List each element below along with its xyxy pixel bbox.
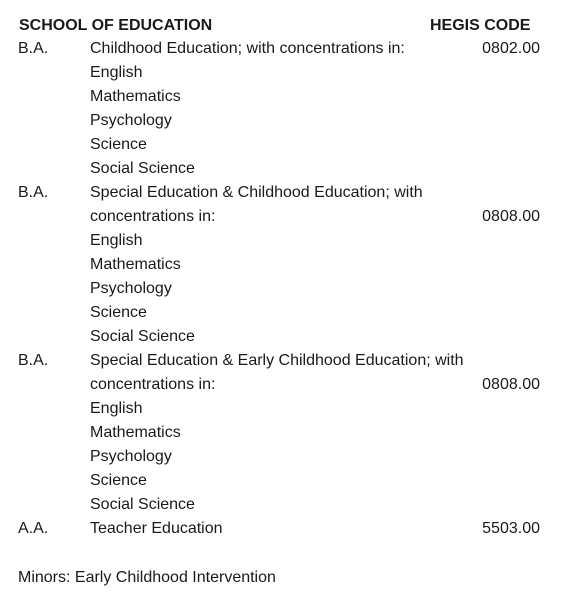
concentration-item [0,445,586,469]
concentration-item [0,325,586,349]
program-line [0,37,586,61]
concentration-label: English [90,232,143,249]
concentration-label: Science [90,472,147,489]
concentration-label: Psychology [90,112,172,129]
concentration-label: Science [90,136,147,153]
concentration-item [0,229,586,253]
program-entry [0,349,586,517]
concentration-label: Mathematics [90,88,181,105]
concentration-item [0,277,586,301]
concentration-label: Mathematics [90,424,181,441]
program-line [0,181,586,205]
degree-label: A.A. [18,520,49,537]
concentration-item [0,109,586,133]
table-header [19,15,539,37]
hegis-code: 0802.00 [482,40,540,57]
program-name: concentrations in: [90,376,216,393]
program-list [0,37,586,541]
program-entry [0,37,586,181]
concentration-label: Science [90,304,147,321]
concentration-label: Social Science [90,328,195,345]
concentration-label: English [90,64,143,81]
degree-label: B.A. [18,184,49,201]
concentration-label: Social Science [90,160,195,177]
program-name: Teacher Education [90,520,223,537]
concentration-label: English [90,400,143,417]
concentration-item [0,397,586,421]
concentration-item [0,253,586,277]
degree-label: B.A. [18,352,49,369]
hegis-code: 0808.00 [482,208,540,225]
minors-line: Minors: Early Childhood Intervention [18,569,276,586]
concentration-label: Social Science [90,496,195,513]
program-name: Childhood Education; with concentrations in: [90,40,405,57]
program-entry [0,181,586,349]
degree-label: B.A. [18,40,49,57]
program-line [0,349,586,373]
school-title: SCHOOL OF EDUCATION [19,17,213,34]
program-line [0,205,586,229]
program-name: Special Education & Early Childhood Education; with [90,352,464,369]
hegis-code-heading: HEGIS CODE [430,17,531,34]
hegis-code: 0808.00 [482,376,540,393]
concentration-label: Mathematics [90,256,181,273]
program-name: Special Education & Childhood Education; with [90,184,423,201]
concentration-label: Psychology [90,280,172,297]
hegis-code: 5503.00 [482,520,540,537]
program-line [0,373,586,397]
concentration-item [0,301,586,325]
concentration-item [0,85,586,109]
program-line [0,517,586,541]
concentration-label: Psychology [90,448,172,465]
concentration-item [0,133,586,157]
concentration-item [0,61,586,85]
concentration-item [0,421,586,445]
program-name: concentrations in: [90,208,216,225]
concentration-item [0,469,586,493]
program-entry [0,517,586,541]
concentration-item [0,157,586,181]
concentration-item [0,493,586,517]
